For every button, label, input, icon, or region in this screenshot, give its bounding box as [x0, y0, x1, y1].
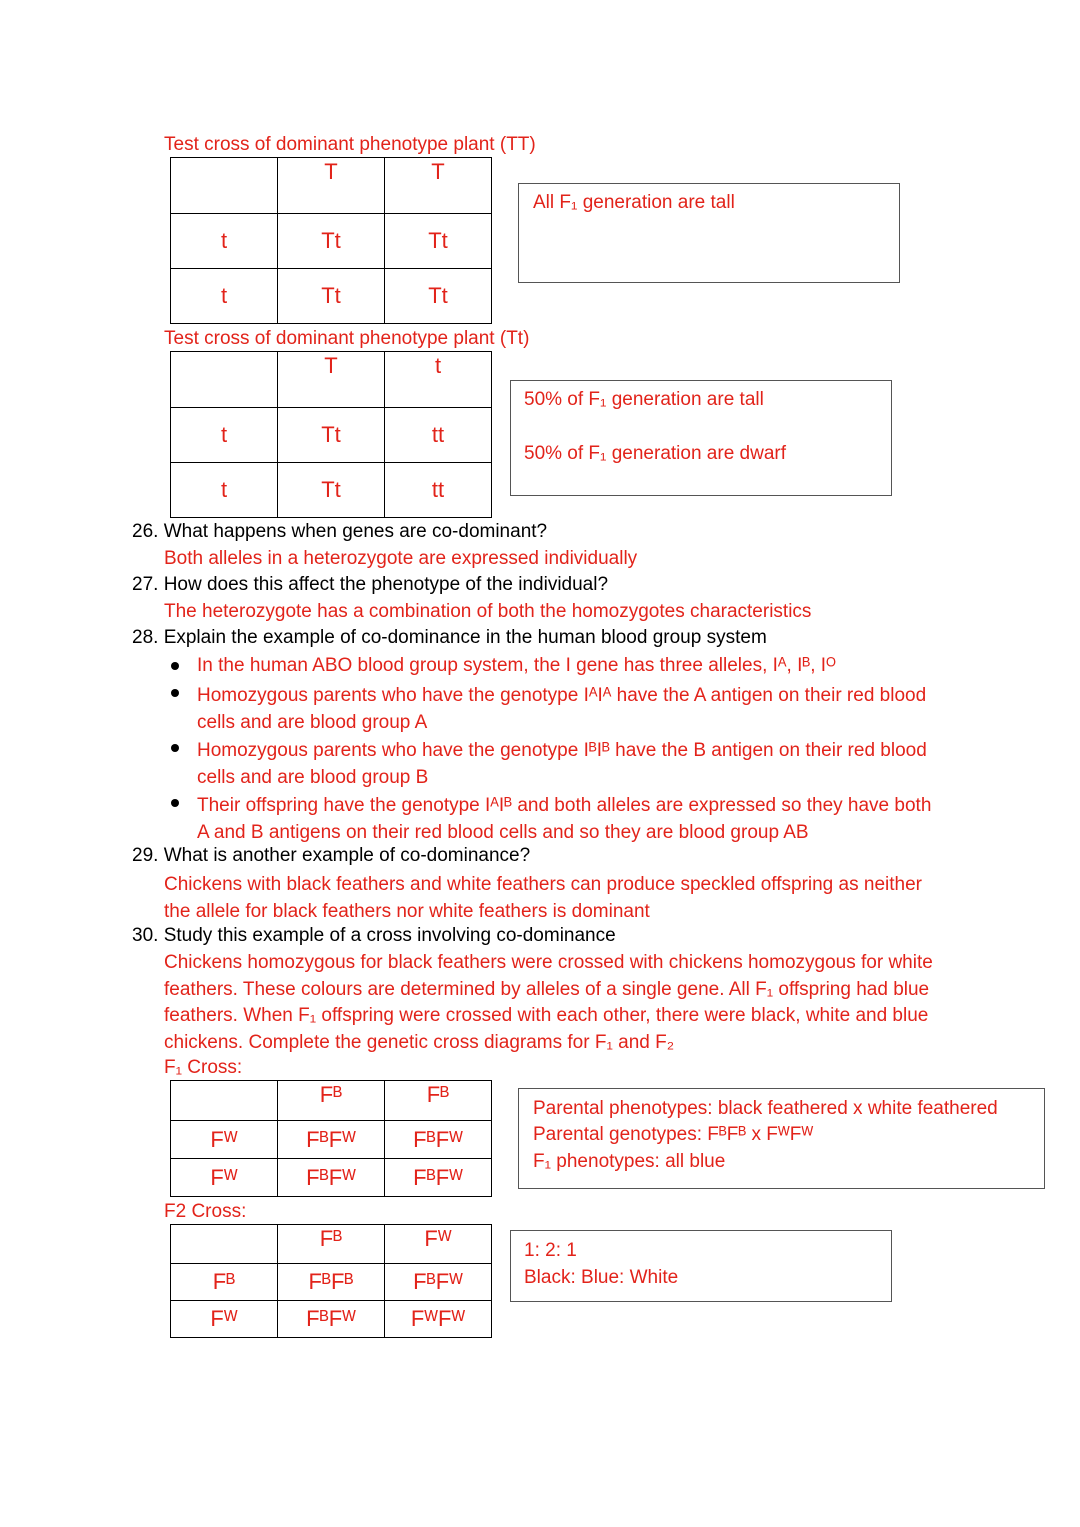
corner-cell: [171, 1081, 278, 1121]
genotype-cell: FᴮFᵂ: [278, 1121, 385, 1159]
answer-26: Both alleles in a heterozygote are expressed individually: [164, 548, 638, 569]
col-header: T: [278, 352, 385, 408]
result-box-tt-het: [510, 380, 892, 496]
f2-cross-label: F2 Cross:: [164, 1201, 247, 1222]
genotype-cell: FᴮFᵂ: [385, 1121, 492, 1159]
row-header: Fᵂ: [171, 1301, 278, 1338]
answer-29: Chickens with black feathers and white feathers can produce speckled offspring as neither the allele for black feathers nor white feathers is dominant: [164, 874, 922, 922]
row-header: t: [171, 269, 278, 324]
punnett-square-tt-het: [170, 351, 492, 518]
bullet-dot: [171, 799, 179, 807]
f1-result-box: [518, 1088, 1045, 1189]
result-text: 50% of F₁ generation are dwarf: [524, 443, 787, 464]
question-26: 26. What happens when genes are co-dominant?: [132, 521, 548, 542]
col-header: T: [278, 158, 385, 214]
answer-27: The heterozygote has a combination of both the homozygotes characteristics: [164, 601, 812, 622]
result-text: Parental genotypes: FᴮFᴮ x FᵂFᵂ: [533, 1124, 814, 1145]
punnett-square-tt: [170, 157, 492, 324]
col-header: t: [385, 352, 492, 408]
genotype-cell: FᴮFᵂ: [278, 1301, 385, 1338]
f2-result-box: [510, 1230, 892, 1302]
question-28: 28. Explain the example of co-dominance in the human blood group system: [132, 627, 767, 648]
bullet-text-1: In the human ABO blood group system, the I gene has three alleles, Iᴬ, Iᴮ, Iᴼ: [197, 655, 836, 676]
genotype-cell: Tt: [385, 269, 492, 324]
answer-30: Chickens homozygous for black feathers were crossed with chickens homozygous for white feathers. These colours are determined by alleles of a single gene. All F₁ offspring had blue feathers. When F₁ offspring were crossed with each other, there were black, white and blue chickens. Complete the genetic cross diagrams for F₁ and F₂: [164, 952, 933, 1053]
row-header: Fᴮ: [171, 1264, 278, 1301]
result-text: All F₁ generation are tall: [533, 192, 735, 213]
bullet-dot: [171, 744, 179, 752]
corner-cell: [171, 1225, 278, 1264]
row-header: Fᵂ: [171, 1121, 278, 1159]
bullet-text-2: Homozygous parents who have the genotype IᴬIᴬ have the A antigen on their red blood cells and are blood group A: [197, 685, 927, 733]
result-box-tt: [518, 183, 900, 283]
result-text: F₁ phenotypes: all blue: [533, 1151, 726, 1172]
genotype-cell: FᴮFᴮ: [278, 1264, 385, 1301]
bullet-dot: [171, 689, 179, 697]
punnett-square-f2: [170, 1224, 492, 1338]
bullet-text-3: Homozygous parents who have the genotype IᴮIᴮ have the B antigen on their red blood cells and are blood group B: [197, 740, 927, 788]
col-header: Fᵂ: [385, 1225, 492, 1264]
genotype-cell: Tt: [278, 463, 385, 518]
test-cross-1-title: Test cross of dominant phenotype plant (TT): [164, 134, 536, 155]
bullet-dot: [171, 662, 179, 670]
genotype-cell: FᴮFᵂ: [385, 1159, 492, 1197]
genotype-cell: Tt: [385, 214, 492, 269]
punnett-square-f1: [170, 1080, 492, 1197]
result-text: Parental phenotypes: black feathered x white feathered: [533, 1098, 998, 1119]
bullet-text-4: Their offspring have the genotype IᴬIᴮ and both alleles are expressed so they have both A and B antigens on their red blood cells and so they are blood group AB: [197, 795, 932, 843]
row-header: t: [171, 408, 278, 463]
row-header: t: [171, 463, 278, 518]
col-header: Fᴮ: [278, 1081, 385, 1121]
row-header: t: [171, 214, 278, 269]
genotype-cell: tt: [385, 463, 492, 518]
ratio-label-text: Black: Blue: White: [524, 1267, 679, 1288]
genotype-cell: tt: [385, 408, 492, 463]
col-header: Fᴮ: [385, 1081, 492, 1121]
corner-cell: [171, 158, 278, 214]
f1-cross-label: F₁ Cross:: [164, 1057, 243, 1078]
ratio-text: 1: 2: 1: [524, 1240, 577, 1261]
result-text: 50% of F₁ generation are tall: [524, 389, 764, 410]
col-header: T: [385, 158, 492, 214]
col-header: Fᴮ: [278, 1225, 385, 1264]
genotype-cell: FᵂFᵂ: [385, 1301, 492, 1338]
question-29: 29. What is another example of co-dominance?: [132, 845, 531, 866]
question-30: 30. Study this example of a cross involving co-dominance: [132, 925, 616, 946]
row-header: Fᵂ: [171, 1159, 278, 1197]
genotype-cell: Tt: [278, 408, 385, 463]
genotype-cell: Tt: [278, 214, 385, 269]
question-27: 27. How does this affect the phenotype of the individual?: [132, 574, 609, 595]
genotype-cell: Tt: [278, 269, 385, 324]
genotype-cell: FᴮFᵂ: [385, 1264, 492, 1301]
test-cross-2-title: Test cross of dominant phenotype plant (Tt): [164, 328, 530, 349]
genotype-cell: FᴮFᵂ: [278, 1159, 385, 1197]
corner-cell: [171, 352, 278, 408]
